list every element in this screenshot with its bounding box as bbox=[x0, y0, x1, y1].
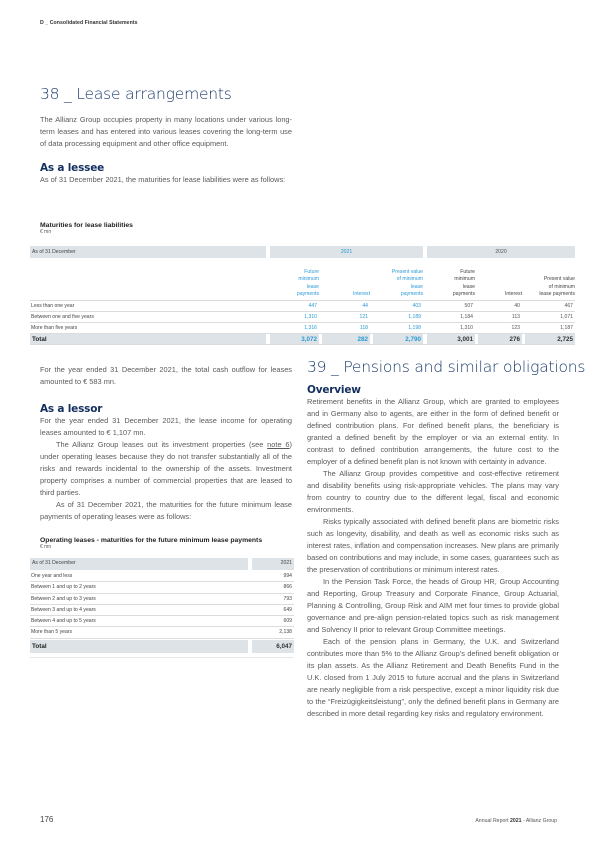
row-label: Between one and five years bbox=[31, 314, 94, 320]
row-label: More than five years bbox=[31, 325, 78, 331]
table-row bbox=[30, 312, 575, 323]
lessor-paragraph-3: As of 31 December 2021, the maturities for the future minimum lease payments of operating leases were as follows: bbox=[40, 500, 292, 521]
table-row bbox=[30, 627, 294, 638]
total-label: Total bbox=[30, 640, 248, 653]
lease-liabilities-table bbox=[30, 246, 575, 345]
section-38-title: 38 _ Lease arrangements bbox=[40, 85, 232, 103]
cell-value: 1,310 bbox=[460, 325, 473, 331]
table-total-row bbox=[30, 334, 575, 345]
row-label: Between 2 and up to 3 years bbox=[31, 595, 96, 602]
report-suffix: - Allianz Group bbox=[522, 818, 557, 824]
col-line: payments bbox=[296, 290, 319, 297]
cell-value: 2,138 bbox=[279, 629, 292, 636]
total-value: 276 bbox=[478, 334, 522, 344]
total-value: 6,047 bbox=[252, 640, 294, 653]
table1-unit: € mn bbox=[40, 229, 52, 235]
cell-value: 1,071 bbox=[560, 314, 573, 320]
col-2020-interest bbox=[478, 291, 522, 300]
pension-paragraph-4: In the Pension Task Force, the heads of Group HR, Group Accounting and Reporting, Group Treasury and Corporate Finance, Group Actuarial, Planning & Controlling, Group Risk and AIM met four times to provide global governance and pre-align pension-related topics such as risk management and Solvency II prior to relevant Group Committee meetings. bbox=[307, 577, 559, 634]
report-footer bbox=[475, 818, 557, 824]
col-line: lease payments bbox=[539, 290, 575, 297]
cell-value: 1,187 bbox=[560, 325, 573, 331]
cell-value: 40 bbox=[514, 303, 520, 309]
pension-paragraph-5: Each of the pension plans in Germany, the U.K. and Switzerland contributes more than 5% to the Allianz Group’s defined benefit obligation or its plan assets. As the Allianz Retirement and Death Benefits Fund in the U.K. closed from 1 July 2015 to future accrual and the plans in Switzerland are nearly negligible from a risk perspective, except a minor liquidity risk due to the “Freizügigkeitsleistung”, only the defined benefit plans in Germany are described in more detail regarding key risks and regulatory environment. bbox=[307, 637, 559, 718]
col-2021-present-value bbox=[373, 269, 423, 300]
overview-heading: Overview bbox=[307, 384, 361, 396]
pension-paragraph-1: Retirement benefits in the Allianz Group, which are granted to employees and in Germany also to agents, are either in the form of defined benefit or defined contribution plans. For defined benefit plans, the beneficiary is granted a defined benefit by the employer or via an external entity. In contrast to defined contribution arrangements, the future cost to the employer of a defined benefit plan is not known with certainty in advance. bbox=[307, 397, 559, 466]
table-row bbox=[30, 323, 575, 334]
cell-value: 1,198 bbox=[408, 325, 421, 331]
table-row bbox=[30, 582, 294, 593]
operating-leases-table bbox=[30, 558, 294, 653]
pension-paragraph-2: The Allianz Group provides competitive and cost-effective retirement and disability benefits using risk-appropriate vehicles. The plans may vary from country to country due to the different legal, fiscal and economic environments. bbox=[307, 469, 559, 514]
total-value: 3,072 bbox=[270, 334, 319, 344]
text-span: The Allianz Group leases out its investment properties (see bbox=[56, 440, 268, 449]
header-label: As of 31 December bbox=[30, 558, 248, 570]
table-subheader-row bbox=[30, 258, 575, 301]
col-line: payments bbox=[400, 290, 423, 297]
cell-value: 1,310 bbox=[304, 314, 317, 320]
total-label: Total bbox=[30, 334, 266, 344]
table-row bbox=[30, 594, 294, 605]
col-line: lease bbox=[306, 283, 319, 290]
col-line: Present value bbox=[543, 276, 575, 283]
row-label: Between 3 and up to 4 years bbox=[31, 606, 96, 613]
table-row bbox=[30, 571, 294, 582]
total-value: 282 bbox=[322, 334, 370, 344]
header-label: As of 31 December bbox=[30, 246, 266, 258]
col-2021-future-payments bbox=[270, 269, 319, 300]
table1-caption bbox=[40, 222, 133, 235]
table-total-row bbox=[30, 640, 294, 653]
cell-value: 467 bbox=[564, 303, 573, 309]
table-header-row bbox=[30, 246, 575, 258]
cell-value: 403 bbox=[412, 303, 421, 309]
cell-value: 121 bbox=[359, 314, 368, 320]
cell-value: 118 bbox=[359, 325, 368, 331]
section-39-title: 39 _ Pensions and similar obligations bbox=[307, 358, 586, 376]
cash-outflow-text: For the year ended 31 December 2021, the total cash outflow for leases amounted to € 583 mn. bbox=[40, 365, 292, 386]
table-row bbox=[30, 616, 294, 627]
col-line: Future bbox=[460, 269, 475, 276]
col-line: Future bbox=[304, 269, 319, 276]
row-label: Between 4 and up to 5 years bbox=[31, 618, 96, 625]
text-span: ) under operating leases because they do not transfer substantially all of the risks and rewards incidental to the ownership of the assets. Investment property comprises a number of commercial properties that are leased to third parties. bbox=[40, 440, 292, 497]
cell-value: 1,184 bbox=[460, 314, 473, 320]
table-header-row bbox=[30, 558, 294, 570]
col-line: minimum bbox=[454, 276, 475, 283]
total-value: 2,790 bbox=[373, 334, 423, 344]
note-6-link[interactable]: note 6 bbox=[267, 440, 290, 449]
lessor-section bbox=[40, 415, 292, 523]
cell-value: 994 bbox=[283, 573, 292, 579]
col-line: Interest bbox=[505, 290, 522, 297]
section-38-intro: The Allianz Group occupies property in many locations under various long-term leases and has entered into various leases covering the long-term use of data processing equipment and other office equipment. bbox=[40, 115, 292, 148]
col-line: minimum bbox=[298, 276, 319, 283]
row-label: More than 5 years bbox=[31, 629, 73, 636]
table2-bottom-rule bbox=[30, 657, 294, 658]
report-year: 2021 bbox=[509, 818, 522, 824]
header-year-2020: 2020 bbox=[427, 246, 575, 258]
header-year-2021: 2021 bbox=[270, 246, 423, 258]
cell-value: 609 bbox=[283, 618, 292, 625]
col-2021-interest bbox=[322, 291, 370, 300]
col-2020-future-payments bbox=[427, 269, 475, 300]
cell-value: 1,189 bbox=[408, 314, 421, 320]
cell-value: 507 bbox=[464, 303, 473, 309]
cell-value: 793 bbox=[283, 595, 292, 602]
lessor-paragraph-1: For the year ended 31 December 2021, the lease income for operating leases amounted to € 1,107 mn. bbox=[40, 416, 292, 437]
table2-title: Operating leases - maturities for the future minimum lease payments bbox=[40, 537, 263, 544]
col-line: payments bbox=[452, 290, 475, 297]
table2-unit: € mn bbox=[40, 544, 52, 550]
cell-value: 113 bbox=[511, 314, 520, 320]
col-2020-present-value bbox=[525, 276, 575, 300]
row-label: One year and less bbox=[31, 573, 73, 579]
col-line: of minimum bbox=[548, 283, 575, 290]
pension-paragraph-3: Risks typically associated with defined benefit plans are biometric risks such as longevity, disability, and death as well as economic risks such as interest rates, inflation and compensation increases. New plans are primarily based on contributions and may include, in some cases, guarantees such as the preservation of contributions or minimum interest rates. bbox=[307, 517, 559, 574]
table2-caption bbox=[40, 537, 262, 550]
table-row bbox=[30, 605, 294, 616]
row-label: Less than one year bbox=[31, 303, 75, 309]
cell-value: 44 bbox=[362, 303, 368, 309]
lessor-paragraph-2 bbox=[40, 439, 292, 499]
header-year: 2021 bbox=[252, 558, 294, 570]
page-number: 176 bbox=[40, 815, 54, 824]
cell-value: 123 bbox=[511, 325, 520, 331]
lessee-text: As of 31 December 2021, the maturities for lease liabilities were as follows: bbox=[40, 175, 286, 184]
cell-value: 1,316 bbox=[304, 325, 317, 331]
table-row bbox=[30, 301, 575, 312]
cell-value: 447 bbox=[308, 303, 317, 309]
total-value: 2,725 bbox=[525, 334, 575, 344]
running-head: D _ Consolidated Financial Statements bbox=[40, 20, 138, 26]
cell-value: 866 bbox=[283, 584, 292, 591]
cell-value: 649 bbox=[283, 606, 292, 613]
table1-title: Maturities for lease liabilities bbox=[40, 222, 133, 229]
total-value: 3,001 bbox=[427, 334, 475, 344]
col-line: lease bbox=[462, 283, 475, 290]
col-line: lease bbox=[410, 283, 423, 290]
col-line: Interest bbox=[353, 290, 370, 297]
lessee-heading: As a lessee bbox=[40, 162, 105, 174]
row-label: Between 1 and up to 2 years bbox=[31, 584, 96, 591]
report-label: Annual Report bbox=[475, 818, 509, 824]
col-line: of minimum bbox=[396, 276, 423, 283]
section-39-body bbox=[307, 396, 559, 720]
lessor-heading: As a lessor bbox=[40, 403, 103, 415]
col-line: Present value bbox=[391, 269, 423, 276]
